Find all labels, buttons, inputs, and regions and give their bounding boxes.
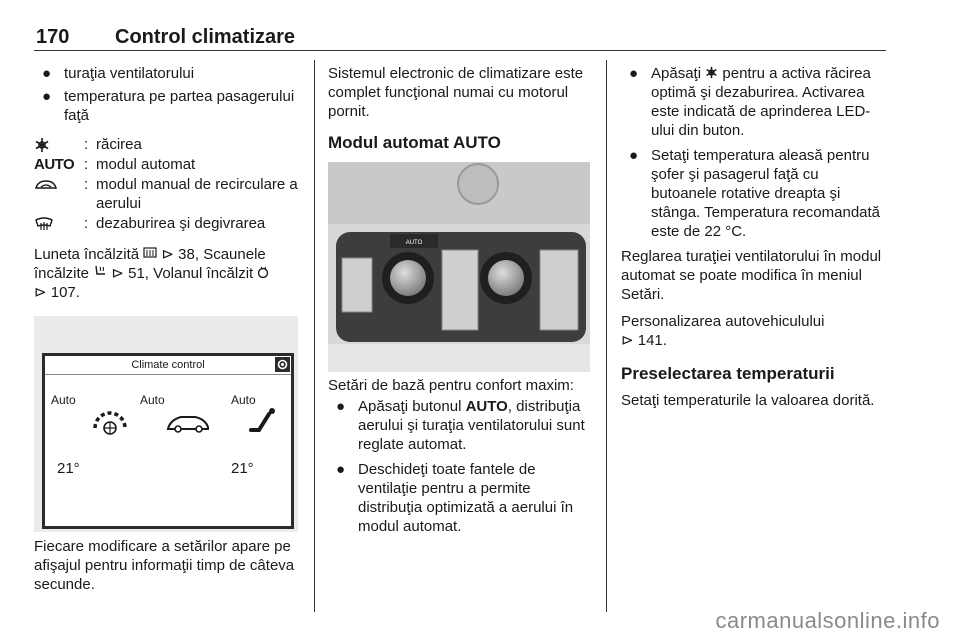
auto-distribution-label: Auto bbox=[140, 393, 165, 407]
cross-reference-paragraph: Luneta încălzită ⊳ 38, Scaunele încălzite ⊳ 51, Volanul încălzit ⊳ 107. bbox=[34, 245, 299, 302]
arrow-reference-icon: ⊳ bbox=[621, 332, 634, 349]
list-item: ● Apăsaţi butonul AUTO, distribuţia aerului şi turaţia ventilatorului sunt reglate automat. bbox=[336, 398, 585, 453]
preselect-paragraph: Setaţi temperaturile la valoarea dorită. bbox=[621, 392, 875, 409]
arrow-reference-icon: ⊳ bbox=[34, 284, 47, 301]
auto-recirculation-label: Auto bbox=[231, 393, 256, 407]
climate-display-figure bbox=[34, 316, 298, 532]
legend-row: : dezaburirea şi degivrarea bbox=[34, 214, 299, 233]
personalisation-paragraph: Personalizarea autovehiculului ⊳ 141. bbox=[621, 313, 825, 349]
column-divider-1 bbox=[314, 60, 315, 612]
rear-window-heater-icon bbox=[143, 247, 157, 259]
photo-container bbox=[328, 162, 594, 376]
figure-caption-paragraph: Fiecare modificare a setărilor apare pe afişajul pentru informaţii timp de câteva secunde. bbox=[34, 538, 295, 593]
climate-control-screen bbox=[42, 353, 294, 529]
column-1 bbox=[34, 64, 299, 594]
column-divider-2 bbox=[606, 60, 607, 612]
bullet-dot: ● bbox=[629, 65, 639, 82]
list-item: ● turaţia ventilatorului bbox=[42, 65, 195, 82]
air-distribution-icon bbox=[165, 412, 211, 434]
watermark: carmanualsonline.info bbox=[715, 608, 940, 633]
fan-speed-icon bbox=[91, 406, 129, 436]
legend-row: AUTO : modul automat bbox=[34, 156, 196, 173]
windscreen-defrost-icon bbox=[34, 216, 54, 232]
symbol-legend bbox=[34, 135, 299, 233]
list-item: ● Setaţi temperatura aleasă pentru şofer şi pasagerul faţă cu butoanele rotative dreapta şi stânga. Temperatura recomandată este de 22 °C. bbox=[629, 147, 881, 240]
temperature-right: 21° bbox=[231, 460, 254, 477]
list-item: ● temperatura pe partea pasagerului faţă bbox=[42, 88, 295, 124]
snowflake-icon bbox=[34, 137, 50, 153]
heated-seat-icon bbox=[93, 264, 107, 278]
section-heading-preselect: Preselectarea temperaturii bbox=[621, 364, 835, 383]
legend-row: : răcirea bbox=[34, 135, 299, 154]
temperature-left: 21° bbox=[57, 460, 80, 477]
list-item: ● Deschideţi toate fantele de ventilaţie pentru a permite distribuţia optimizată a aerului în modul automat. bbox=[336, 461, 574, 535]
bullet-dot: ● bbox=[336, 398, 346, 415]
fan-speed-paragraph: Reglarea turaţiei ventilatorului în modul automat se poate modifica în meniul Setări. bbox=[621, 248, 882, 303]
climate-panel-photo bbox=[328, 162, 590, 372]
legend-row: : modul manual de recirculare a aerului bbox=[34, 175, 299, 213]
column-3 bbox=[621, 64, 887, 410]
seat-airflow-icon bbox=[245, 406, 279, 436]
bullet-dot: ● bbox=[629, 147, 639, 164]
page-number: 170 bbox=[36, 26, 70, 48]
auto-fan-label: Auto bbox=[51, 393, 76, 407]
snowflake-icon bbox=[705, 66, 718, 79]
figure-container bbox=[34, 316, 299, 537]
recirculation-icon bbox=[34, 178, 58, 192]
list-item: ● Apăsaţi pentru a activa răcirea optimă şi dezaburirea. Activarea este indicată de aprinderea LED-ului din buton. bbox=[629, 65, 871, 139]
arrow-reference-icon: ⊳ bbox=[161, 246, 174, 263]
settings-icon bbox=[275, 357, 290, 372]
arrow-reference-icon: ⊳ bbox=[111, 265, 124, 282]
bullet-dot: ● bbox=[42, 65, 52, 82]
screen-title-bar: Climate control bbox=[45, 356, 291, 375]
page-title: Control climatizare bbox=[115, 26, 296, 48]
control-panel-illustration bbox=[328, 162, 590, 372]
heated-steering-wheel-icon bbox=[257, 266, 269, 278]
photo-auto-button: AUTO bbox=[405, 240, 423, 246]
intro-paragraph: Sistemul electronic de climatizare este complet funcţional numai cu motorul pornit. bbox=[328, 65, 584, 120]
bullet-dot: ● bbox=[336, 461, 346, 478]
basic-settings-intro: Setări de bază pentru confort maxim: bbox=[328, 377, 574, 394]
auto-symbol: AUTO bbox=[34, 156, 75, 173]
bullet-dot: ● bbox=[42, 88, 52, 105]
header-rule bbox=[34, 50, 886, 51]
column-2 bbox=[328, 64, 594, 540]
section-heading-auto: Modul automat AUTO bbox=[328, 133, 501, 152]
